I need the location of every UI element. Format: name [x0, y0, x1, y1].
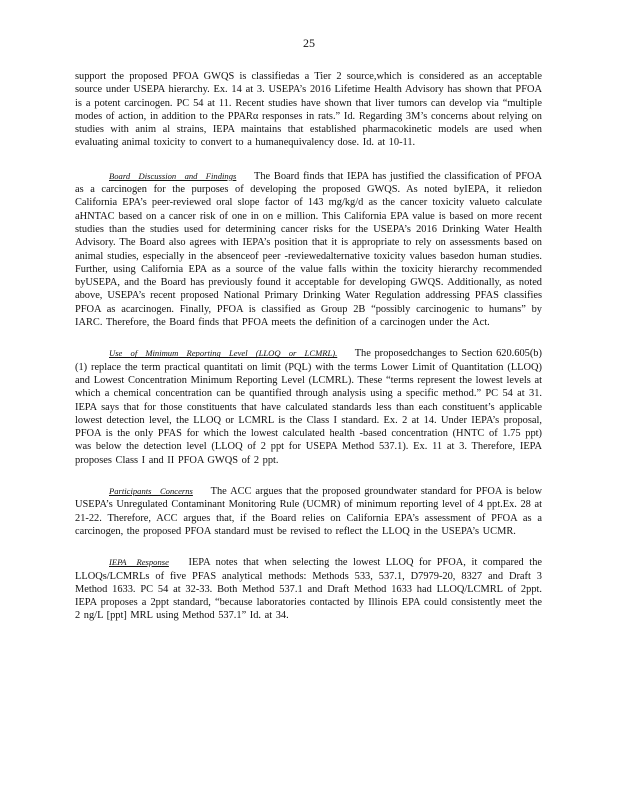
page-body: [75, 70, 542, 641]
paragraph-text: support the proposed PFOA GWQS is classifiedas a Tier 2 source,which is considered as an acceptable source under USEPA hierarchy. Ex. 14 at 3. USEPA’s 2016 Lifetime Health Advisory has shown that PFOA is a potent carcinogen. PC 54 at 11. Recent studies have shown that liver tumors can develop via “multiple modes of action, in addition to the PPARα responses in rats.” Id. Regarding 3M’s concerns about relying on studies with anim al strains, IEPA maintains that established pharmacokinetic models are used when evaluating animal toxicity to convert to a humanequivalency dose. Id. at 10-11.: [75, 71, 542, 149]
paragraph-minimum-reporting-level: [75, 347, 542, 467]
paragraph-text: The proposedchanges to Section 620.605(b)(1) replace the term practical quantitati on limit (PQL) with the terms Lower Limit of Quantitation (LLOQ) and Lowest Concentration Minimum Reporting Level (LCMRL). These “terms represent the lowest levels at which a chemical concentration can be quantified through analysis using a specific method.” PC 54 at 31. IEPA says that for those constituents that have calculated standards less than each constituent’s applicable lowest detection level, the LLOQ or LCMRL is the Class I standard. Ex. 2 at 14. Under IEPA’s proposal, PFOA is the only PFAS for which the lowest calculated health -based concentration (HNTC of 1.75 ppt) was below the detection level (LLOQ of 2 ppt for USEPA Method 537.1). Ex. 11 at 3. Therefore, IEPA proposes Class I and II PFOA GWQS of 2 ppt.: [75, 348, 542, 466]
section-heading-minimum-reporting-level: Use of Minimum Reporting Level (LLOQ or LCMRL).: [109, 348, 338, 359]
section-heading-participants-concerns: Participants Concerns: [109, 486, 193, 497]
paragraph-text: The ACC argues that the proposed groundwater standard for PFOA is below USEPA’s Unregulated Contaminant Monitoring Rule (UCMR) of minimum reporting level of 4 ppt.Ex. 28 at 21-22. Therefore, ACC argues that, if the Board relies on California EPA’s assessment of PFOA as a carcinogen, the proposed PFOA standard must be revised to reflect the LLOQ in the USEPA’s UCMR.: [75, 486, 542, 537]
paragraph-iepa-response: [75, 556, 542, 622]
paragraph-board-findings: [75, 170, 542, 330]
page-number: 25: [303, 36, 315, 50]
paragraph-text: IEPA notes that when selecting the lowest LLOQ for PFOA, it compared the LLOQs/LCMRLs of five PFAS analytical methods: Methods 533, 537.1, D7979-20, 8327 and Draft 3 Method 1633. PC 54 at 32-33. Both Method 537.1 and Draft Method 1633 had LLOQ/LCMRL of 2ppt. IEPA proposes a 2ppt standard, “because laboratories contacted by Illinois EPA could consistently meet the 2 ng/L [ppt] MRL using Method 537.1” Id. at 34.: [75, 557, 543, 622]
paragraph-3m-response: [75, 70, 542, 150]
paragraph-participants-concerns: [75, 485, 542, 538]
paragraph-text: The Board finds that IEPA has justified the classification of PFOA as a carcinogen for the purposes of developing the proposed GWQS. As noted byIEPA, it reliedon California EPA’s peer-reviewed oral slope factor of 143 mg/kg/d as the cancer toxicity valueto calculate aHNTAC based on a cancer risk of one in on e million. This California EPA value is based on more recent studies than the studies used for determining cancer risks for the USEPA’s 2016 Drinking Water Health Advisory. The Board also agrees with IEPA’s position that it is appropriate to rely on assessments based on animal studies, especially in the absenceof peer -reviewedalternative toxicity values basedon human studies. Further, using California EPA as a source of the value falls within the toxicity hierarchy recommended byUSEPA, and the Board has previously found it acceptable for developing GWQS. Additionally, as noted above, USEPA’s recent proposed National Primary Drinking Water Regulation addressing PFAS classifies PFOA as acarcinogen. Finally, PFOA is classified as Group 2B “possibly carcinogenic to humans” by IARC. Therefore, the Board finds that PFOA meets the definition of a carcinogen under the Act.: [75, 170, 542, 329]
section-heading-board-discussion: Board Discussion and Findings: [109, 170, 237, 181]
section-heading-iepa-response: IEPA Response: [109, 557, 169, 568]
